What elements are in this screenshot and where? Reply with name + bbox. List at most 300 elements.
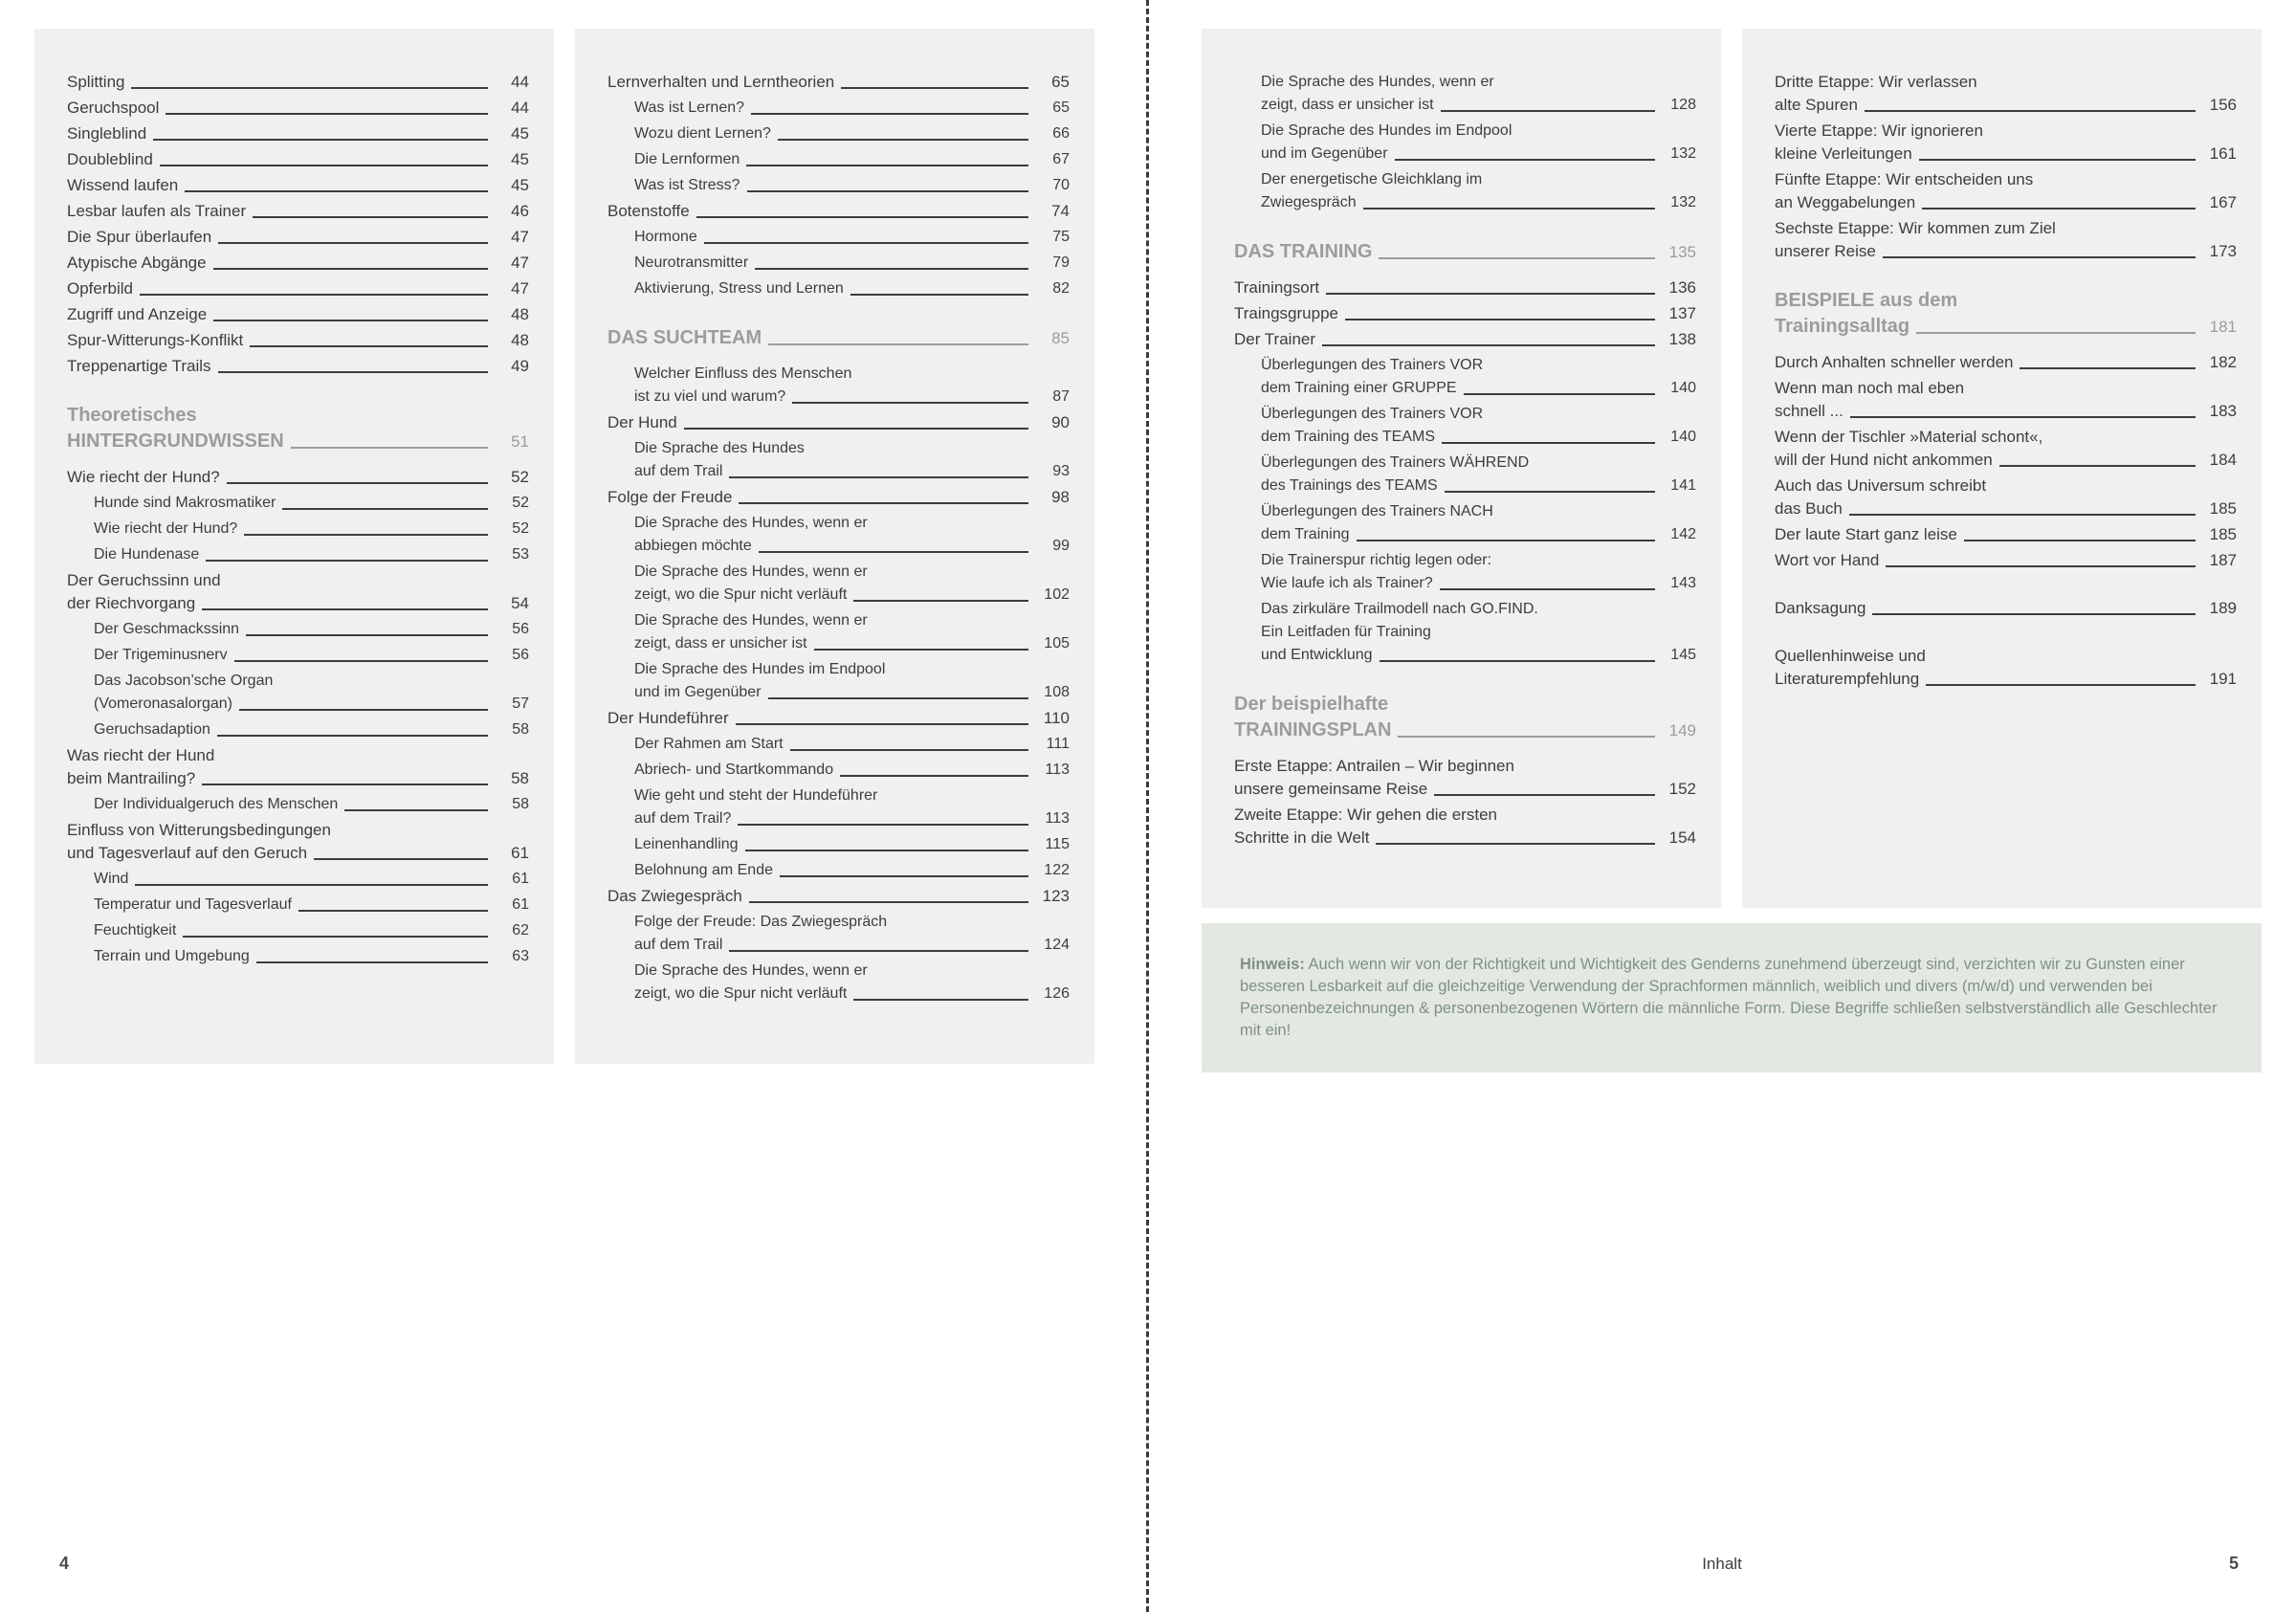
entry-title: Wie laufe ich als Trainer? xyxy=(1261,575,1433,591)
leader-line xyxy=(217,735,488,737)
entry-page-number: 47 xyxy=(511,279,529,298)
entry-page-number: 173 xyxy=(2209,242,2237,260)
entry-page-number: 143 xyxy=(1670,575,1696,591)
toc-entry xyxy=(607,911,1070,957)
entry-page-number: 124 xyxy=(1044,937,1070,953)
entry-page-number: 85 xyxy=(1051,329,1070,347)
entry-title: Wind xyxy=(94,871,129,887)
entry-title: Die Hundenase xyxy=(94,546,200,563)
entry-page-number: 105 xyxy=(1044,635,1070,651)
entry-title-line: Fünfte Etappe: Wir entscheiden uns xyxy=(1775,170,2034,188)
toc-entry xyxy=(67,894,529,916)
toc-entry xyxy=(1775,377,2237,423)
entry-title: auf dem Trail xyxy=(634,937,723,953)
toc-entry xyxy=(1775,168,2237,214)
entry-title-line: Erste Etappe: Antrailen – Wir beginnen xyxy=(1234,757,1514,775)
toc-entry xyxy=(1775,217,2237,263)
toc-entry xyxy=(67,174,529,197)
entry-page-number: 70 xyxy=(1052,177,1070,193)
leader-line xyxy=(291,447,488,449)
entry-title: (Vomeronasalorgan) xyxy=(94,696,232,712)
toc-column-3 xyxy=(1202,29,1721,908)
entry-page-number: 98 xyxy=(1051,488,1070,506)
entry-page-number: 52 xyxy=(512,520,529,537)
entry-title: Atypische Abgänge xyxy=(67,254,207,272)
entry-page-number: 62 xyxy=(512,922,529,938)
leader-line xyxy=(1441,110,1655,112)
entry-title: Schritte in die Welt xyxy=(1234,828,1370,847)
entry-title-line: Die Trainerspur richtig legen oder: xyxy=(1261,552,1492,568)
entry-title: Der Trigeminusnerv xyxy=(94,647,228,663)
leader-line xyxy=(1916,332,2196,334)
toc-entry xyxy=(1234,755,1696,801)
toc-entry xyxy=(607,733,1070,756)
entry-page-number: 110 xyxy=(1043,709,1070,727)
entry-title: Folge der Freude xyxy=(607,488,733,506)
entry-page-number: 99 xyxy=(1052,538,1070,554)
leader-line xyxy=(213,320,488,321)
entry-title-line: Sechste Etappe: Wir kommen zum Ziel xyxy=(1775,219,2056,237)
entry-page-number: 82 xyxy=(1052,280,1070,297)
entry-page-number: 44 xyxy=(511,99,529,117)
leader-line xyxy=(841,87,1028,89)
page-number-left: 4 xyxy=(59,1554,70,1573)
leader-line xyxy=(1445,491,1655,493)
entry-title: Wort vor Hand xyxy=(1775,551,1880,569)
leader-line xyxy=(2020,367,2196,369)
leader-line xyxy=(1922,208,2196,210)
toc-entry xyxy=(67,919,529,942)
entry-title: und im Gegenüber xyxy=(1261,145,1388,162)
entry-title: Die Lernformen xyxy=(634,151,740,167)
entry-title: Der Trainer xyxy=(1234,330,1316,348)
leader-line xyxy=(1440,588,1655,590)
leader-line xyxy=(131,87,488,89)
leader-line xyxy=(298,910,488,912)
entry-title: Wozu dient Lernen? xyxy=(634,125,771,142)
entry-page-number: 61 xyxy=(512,871,529,887)
toc-entry xyxy=(67,492,529,515)
leader-line xyxy=(696,216,1028,218)
toc-entry xyxy=(1234,598,1696,667)
leader-line xyxy=(749,901,1028,903)
entry-title-line: Vierte Etappe: Wir ignorieren xyxy=(1775,121,1983,140)
entry-title: und Entwicklung xyxy=(1261,647,1373,663)
entry-title: Treppenartige Trails xyxy=(67,357,211,375)
entry-title-line: Überlegungen des Trainers VOR xyxy=(1261,357,1484,373)
entry-page-number: 58 xyxy=(512,796,529,812)
leader-line xyxy=(1964,540,2196,541)
leader-line xyxy=(153,139,488,141)
entry-title: Geruchsadaption xyxy=(94,721,210,738)
entry-title-line: Die Sprache des Hundes im Endpool xyxy=(634,661,886,677)
entry-title: an Weggabelungen xyxy=(1775,193,1916,211)
toc-column-1 xyxy=(34,29,554,1064)
leader-line xyxy=(1926,684,2196,686)
leader-line xyxy=(1999,465,2196,467)
leader-line xyxy=(1464,393,1655,395)
entry-page-number: 115 xyxy=(1045,836,1070,852)
entry-title: Der Geschmackssinn xyxy=(94,621,240,637)
entry-title: Zwiegespräch xyxy=(1261,194,1357,210)
entry-page-number: 128 xyxy=(1670,97,1696,113)
leader-line xyxy=(684,428,1028,430)
leader-line xyxy=(738,824,1028,826)
leader-line xyxy=(234,660,488,662)
entry-page-number: 45 xyxy=(511,150,529,168)
toc-entry xyxy=(607,252,1070,275)
toc-entry xyxy=(1234,276,1696,299)
entry-title: zeigt, dass er unsicher ist xyxy=(634,635,807,651)
entry-page-number: 181 xyxy=(2209,318,2237,336)
toc-entry xyxy=(1775,120,2237,166)
entry-title: Die Spur überlaufen xyxy=(67,228,212,246)
toc-entry xyxy=(607,609,1070,655)
entry-page-number: 140 xyxy=(1670,380,1696,396)
entry-title: Hunde sind Makrosmatiker xyxy=(94,495,276,511)
leader-line xyxy=(1872,613,2196,615)
entry-title: Was ist Stress? xyxy=(634,177,740,193)
entry-title-line: Überlegungen des Trainers VOR xyxy=(1261,406,1484,422)
entry-page-number: 108 xyxy=(1044,684,1070,700)
page-number-right: 5 xyxy=(2228,1554,2239,1573)
toc-entry xyxy=(67,148,529,171)
toc-entry xyxy=(1234,549,1696,595)
leader-line xyxy=(747,190,1028,192)
toc-entry xyxy=(607,561,1070,607)
toc-entry xyxy=(1775,475,2237,520)
entry-page-number: 113 xyxy=(1045,762,1070,778)
leader-line xyxy=(246,634,488,636)
entry-title: Literaturempfehlung xyxy=(1775,670,1920,688)
entry-page-number: 161 xyxy=(2209,144,2237,163)
toc-entry xyxy=(1234,500,1696,546)
leader-line xyxy=(853,999,1028,1001)
entry-page-number: 56 xyxy=(512,621,529,637)
entry-title: Geruchspool xyxy=(67,99,160,117)
entry-page-number: 66 xyxy=(1052,125,1070,142)
entry-page-number: 47 xyxy=(511,228,529,246)
toc-entry xyxy=(67,569,529,615)
toc-entry xyxy=(67,618,529,641)
entry-page-number: 45 xyxy=(511,176,529,194)
entry-page-number: 183 xyxy=(2209,402,2237,420)
leader-line xyxy=(1434,794,1655,796)
entry-title-line: Wenn man noch mal eben xyxy=(1775,379,1965,397)
toc-entry xyxy=(67,71,529,94)
entry-title: Danksagung xyxy=(1775,599,1866,617)
entry-page-number: 152 xyxy=(1668,780,1696,798)
entry-title: und Tagesverlauf auf den Geruch xyxy=(67,844,308,862)
entry-page-number: 182 xyxy=(2209,353,2237,371)
entry-title: zeigt, dass er unsicher ist xyxy=(1261,97,1434,113)
toc-heading xyxy=(607,325,1070,351)
entry-title: Botenstoffe xyxy=(607,202,690,220)
entry-page-number: 135 xyxy=(1668,243,1696,261)
toc-entry xyxy=(607,174,1070,197)
leader-line xyxy=(1363,208,1655,210)
entry-page-number: 46 xyxy=(511,202,529,220)
entry-title-line: Wenn der Tischler »Material schont«, xyxy=(1775,428,2043,446)
entry-page-number: 52 xyxy=(512,495,529,511)
footer-inhalt-label: Inhalt xyxy=(1702,1555,1742,1573)
entry-page-number: 137 xyxy=(1668,304,1696,322)
entry-title-line: Das zirkuläre Trailmodell nach GO.FIND. xyxy=(1261,601,1538,617)
leader-line xyxy=(213,268,488,270)
entry-title-line: Die Sprache des Hundes, wenn er xyxy=(634,962,868,979)
toc-entry xyxy=(607,859,1070,882)
leader-line xyxy=(1886,565,2196,567)
entry-page-number: 51 xyxy=(511,432,529,451)
entry-page-number: 53 xyxy=(512,546,529,563)
leader-line xyxy=(140,294,488,296)
toc-entry xyxy=(1775,645,2237,691)
entry-title: unserer Reise xyxy=(1775,242,1876,260)
toc-entry xyxy=(1234,328,1696,351)
entry-title-line: Der energetische Gleichklang im xyxy=(1261,171,1483,188)
page-right xyxy=(1148,0,2296,1612)
entry-page-number: 189 xyxy=(2209,599,2237,617)
entry-page-number: 136 xyxy=(1668,278,1696,297)
toc-entry xyxy=(607,759,1070,782)
toc-entry xyxy=(607,707,1070,730)
toc-column-4 xyxy=(1742,29,2262,908)
toc-entry xyxy=(67,718,529,741)
entry-page-number: 184 xyxy=(2209,451,2237,469)
entry-title: Wie riecht der Hund? xyxy=(94,520,238,537)
leader-line xyxy=(1919,159,2196,161)
leader-line xyxy=(1395,159,1655,161)
leader-line xyxy=(768,697,1028,699)
leader-line xyxy=(745,850,1028,851)
entry-page-number: 65 xyxy=(1051,73,1070,91)
entry-title: Der Individualgeruch des Menschen xyxy=(94,796,339,812)
toc-entry xyxy=(1234,403,1696,449)
entry-page-number: 57 xyxy=(512,696,529,712)
entry-title: will der Hund nicht ankommen xyxy=(1775,451,1993,469)
toc-entry xyxy=(607,71,1070,94)
leader-line xyxy=(218,242,488,244)
toc-entry xyxy=(1234,302,1696,325)
toc-entry xyxy=(607,658,1070,704)
leader-line xyxy=(135,884,488,886)
leader-line xyxy=(1322,344,1655,346)
leader-line xyxy=(1883,256,2196,258)
entry-title: Wissend laufen xyxy=(67,176,179,194)
toc-entry xyxy=(607,411,1070,434)
entry-page-number: 113 xyxy=(1045,810,1070,827)
entry-title: alte Spuren xyxy=(1775,96,1858,114)
toc-entry xyxy=(1234,71,1696,117)
toc-entry xyxy=(1234,452,1696,497)
entry-title-line: Die Sprache des Hundes, wenn er xyxy=(634,563,868,580)
toc-entry xyxy=(607,200,1070,223)
entry-title: Trainingsalltag xyxy=(1775,316,1910,337)
entry-title-line: Die Sprache des Hundes xyxy=(634,440,805,456)
toc-entry xyxy=(607,784,1070,830)
leader-line xyxy=(1849,514,2196,516)
toc-entry xyxy=(607,226,1070,249)
entry-title: zeigt, wo die Spur nicht verläuft xyxy=(634,586,848,603)
toc-entry xyxy=(67,466,529,489)
entry-page-number: 167 xyxy=(2209,193,2237,211)
leader-line xyxy=(344,809,488,811)
leader-line xyxy=(202,608,488,610)
entry-title: auf dem Trail xyxy=(634,463,723,479)
toc-entry xyxy=(607,277,1070,300)
entry-title-line: Einfluss von Witterungsbedingungen xyxy=(67,821,331,839)
leader-line xyxy=(160,165,488,166)
leader-line xyxy=(704,242,1028,244)
leader-line xyxy=(814,649,1028,651)
entry-title: TRAININGSPLAN xyxy=(1234,719,1392,740)
entry-title: Der laute Start ganz leise xyxy=(1775,525,1957,543)
entry-page-number: 90 xyxy=(1051,413,1070,431)
entry-title-line: Das Jacobson’sche Organ xyxy=(94,673,274,689)
entry-page-number: 185 xyxy=(2209,499,2237,518)
entry-title: Der Hundeführer xyxy=(607,709,729,727)
toc-entry xyxy=(1775,71,2237,117)
entry-title: Zugriff und Anzeige xyxy=(67,305,208,323)
toc-column-2 xyxy=(575,29,1094,1064)
entry-page-number: 93 xyxy=(1052,463,1070,479)
entry-title-line: Dritte Etappe: Wir verlassen xyxy=(1775,73,1977,91)
note-text: Auch wenn wir von der Richtigkeit und Wichtigkeit des Genderns zunehmend überzeugt sind, verzichten wir zu Gunsten einer besseren Lesbarkeit auf die gleichzeitige Verwendung der Sprachformen männlich, weiblich und divers (m/w/d) und verwenden bei Personenbezeichnungen & personenbezogenen Wörtern die männliche Form. Diese Begriffe schließen selbstverständlich alle Geschlechter mit ein! xyxy=(1240,956,2218,1039)
entry-title-line: Die Sprache des Hundes, wenn er xyxy=(634,515,868,531)
entry-title: Neurotransmitter xyxy=(634,254,749,271)
leader-line xyxy=(739,502,1028,504)
entry-title: beim Mantrailing? xyxy=(67,769,196,787)
entry-page-number: 123 xyxy=(1042,887,1070,905)
entry-title-line: BEISPIELE aus dem xyxy=(1775,290,1958,311)
leader-line xyxy=(778,139,1028,141)
leader-line xyxy=(218,371,488,373)
entry-title-line: Welcher Einfluss des Menschen xyxy=(634,365,852,382)
leader-line xyxy=(1345,319,1655,320)
leader-line xyxy=(1326,293,1655,295)
leader-line xyxy=(1850,416,2196,418)
entry-title: Doubleblind xyxy=(67,150,153,168)
toc-entry xyxy=(607,486,1070,509)
leader-line xyxy=(729,950,1028,952)
toc-entry xyxy=(607,833,1070,856)
entry-page-number: 56 xyxy=(512,647,529,663)
entry-page-number: 74 xyxy=(1051,202,1070,220)
toc-entry xyxy=(1775,351,2237,374)
toc-entry xyxy=(67,355,529,378)
entry-title: Wie riecht der Hund? xyxy=(67,468,220,486)
entry-title: Der Hund xyxy=(607,413,677,431)
toc-entry xyxy=(67,303,529,326)
leader-line xyxy=(768,343,1028,345)
toc-entry xyxy=(1234,168,1696,214)
right-page-columns xyxy=(1202,29,2262,908)
entry-page-number: 58 xyxy=(511,769,529,787)
leader-line xyxy=(314,858,488,860)
entry-title: Traingsgruppe xyxy=(1234,304,1338,322)
entry-title: Singleblind xyxy=(67,124,147,143)
entry-page-number: 149 xyxy=(1668,721,1696,740)
toc-entry xyxy=(1775,549,2237,572)
entry-title: Spur-Witterungs-Konflikt xyxy=(67,331,244,349)
toc-entry xyxy=(607,97,1070,120)
toc-entry xyxy=(1775,523,2237,546)
entry-title-line: Ein Leitfaden für Training xyxy=(1261,624,1431,640)
leader-line xyxy=(729,476,1028,478)
toc-entry xyxy=(67,122,529,145)
leader-line xyxy=(202,784,488,785)
entry-page-number: 102 xyxy=(1044,586,1070,603)
entry-title: Aktivierung, Stress und Lernen xyxy=(634,280,844,297)
entry-title-line: Zweite Etappe: Wir gehen die ersten xyxy=(1234,806,1497,824)
entry-title-line: Die Sprache des Hundes, wenn er xyxy=(1261,74,1494,90)
note-label: Hinweis: xyxy=(1240,956,1305,973)
entry-title: dem Training einer GRUPPE xyxy=(1261,380,1457,396)
leader-line xyxy=(850,294,1028,296)
leader-line xyxy=(792,402,1028,404)
entry-page-number: 52 xyxy=(511,468,529,486)
leader-line xyxy=(751,113,1028,115)
toc-entry xyxy=(67,518,529,541)
entry-title: DAS SUCHTEAM xyxy=(607,327,762,348)
toc-entry xyxy=(67,277,529,300)
entry-page-number: 79 xyxy=(1052,254,1070,271)
toc-entry xyxy=(1775,426,2237,472)
entry-title: des Trainings des TEAMS xyxy=(1261,477,1438,494)
entry-page-number: 156 xyxy=(2209,96,2237,114)
leader-line xyxy=(244,534,488,536)
entry-title: DAS TRAINING xyxy=(1234,241,1373,262)
toc-entry xyxy=(607,437,1070,483)
toc-entry xyxy=(67,226,529,249)
entry-page-number: 61 xyxy=(512,896,529,913)
leader-line xyxy=(1380,660,1655,662)
entry-title-line: Wie geht und steht der Hundeführer xyxy=(634,787,878,804)
entry-title-line: Überlegungen des Trainers WÄHREND xyxy=(1261,454,1530,471)
toc-entry xyxy=(67,945,529,968)
entry-page-number: 142 xyxy=(1670,526,1696,542)
leader-line xyxy=(250,345,488,347)
toc-entry xyxy=(67,670,529,716)
entry-page-number: 54 xyxy=(511,594,529,612)
entry-title: Leinenhandling xyxy=(634,836,739,852)
entry-title: der Riechvorgang xyxy=(67,594,196,612)
leader-line xyxy=(1376,843,1655,845)
leader-line xyxy=(736,723,1028,725)
entry-page-number: 45 xyxy=(511,124,529,143)
toc-entry xyxy=(607,148,1070,171)
leader-line xyxy=(183,936,488,938)
entry-page-number: 132 xyxy=(1670,145,1696,162)
entry-title: Durch Anhalten schneller werden xyxy=(1775,353,2014,371)
entry-title-line: Folge der Freude: Das Zwiegespräch xyxy=(634,914,888,930)
toc-heading xyxy=(1234,239,1696,265)
entry-title: Opferbild xyxy=(67,279,133,298)
entry-title: abbiegen möchte xyxy=(634,538,752,554)
entry-title-line: Quellenhinweise und xyxy=(1775,647,1926,665)
leader-line xyxy=(1442,442,1655,444)
leader-line xyxy=(239,709,488,711)
leader-line xyxy=(780,875,1028,877)
toc-entry xyxy=(1234,354,1696,400)
entry-page-number: 138 xyxy=(1668,330,1696,348)
leader-line xyxy=(759,551,1028,553)
entry-title: schnell ... xyxy=(1775,402,1843,420)
toc-entry xyxy=(67,793,529,816)
leader-line xyxy=(1865,110,2196,112)
entry-title: ist zu viel und warum? xyxy=(634,388,786,405)
entry-title: unsere gemeinsame Reise xyxy=(1234,780,1428,798)
